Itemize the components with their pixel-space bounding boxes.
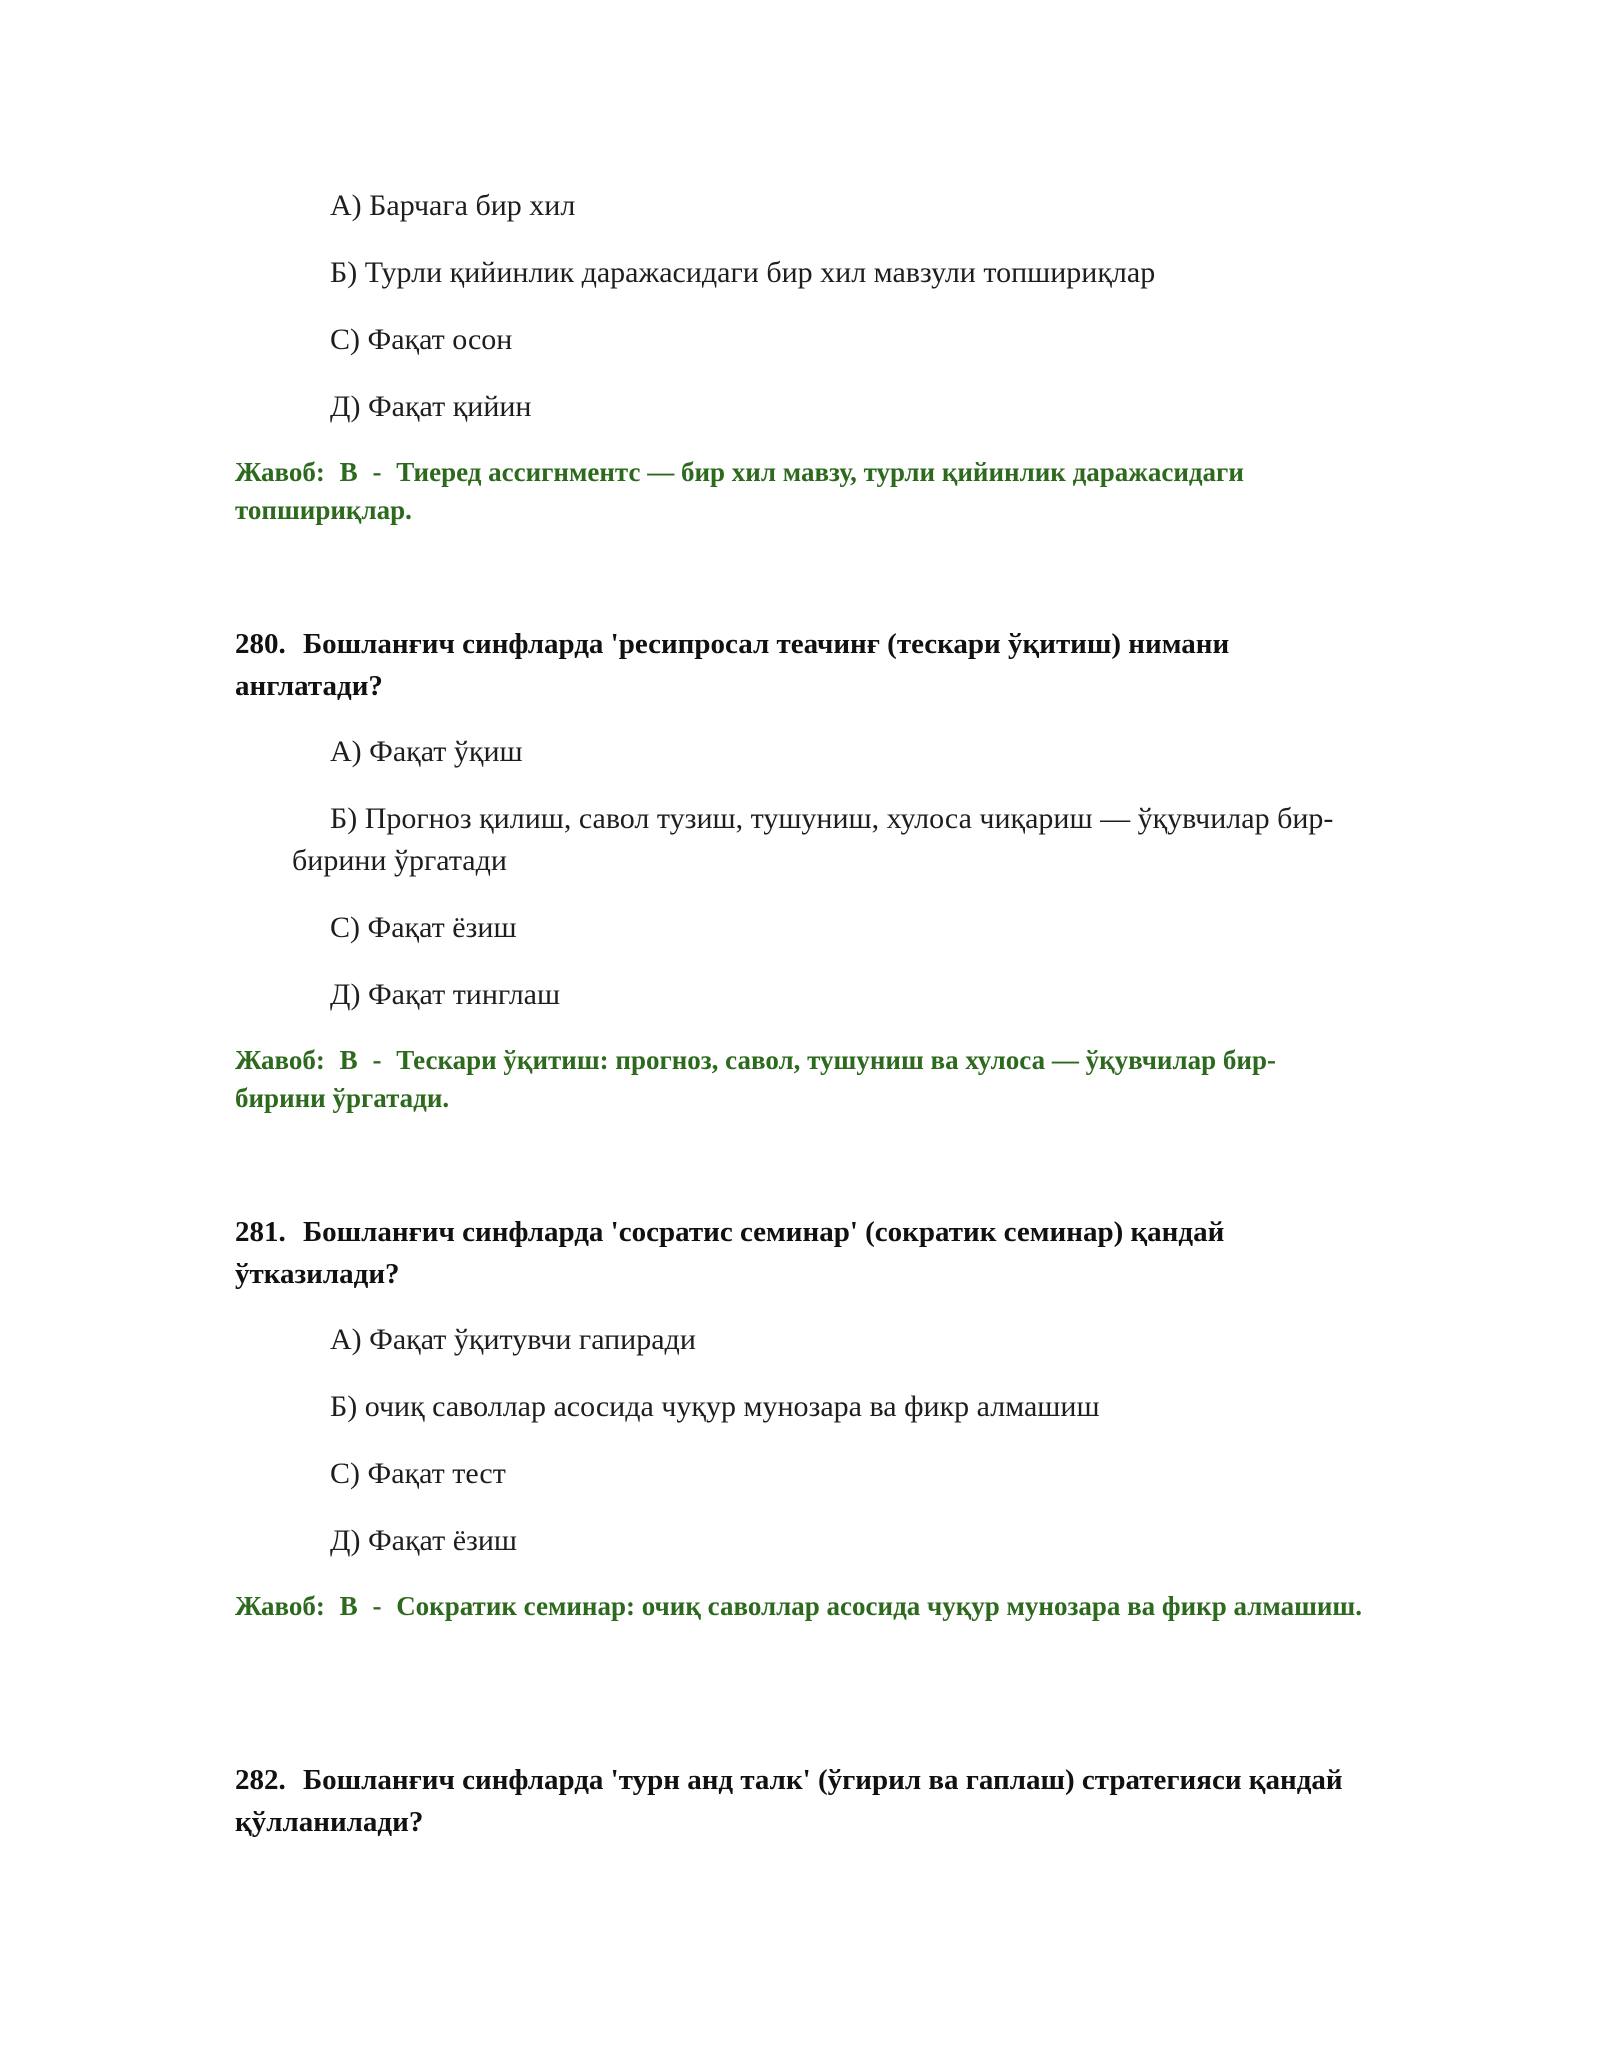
answer-279 [235, 453, 1365, 529]
option-279-b: Б) Турли қийинлик даражасидаги бир хил мавзули топшириқлар [330, 256, 1156, 289]
answer-separator: - [372, 457, 382, 487]
answer-separator: - [372, 1591, 382, 1621]
question-282 [235, 1759, 1365, 1843]
question-text: Бошланғич синфларда 'турн анд талк' (ўгирил ва гаплаш) стратегияси қандай қўлланилади? [235, 1764, 1343, 1838]
option-279-d: Д) Фақат қийин [330, 390, 532, 423]
answer-label: Жавоб: [235, 1591, 325, 1621]
answer-label: Жавоб: [235, 457, 325, 487]
option-280-c: С) Фақат ёзиш [330, 911, 517, 944]
option-279-a: А) Барчага бир хил [330, 189, 576, 222]
option-280-a: А) Фақат ўқиш [330, 735, 523, 768]
option-281-a: А) Фақат ўқитувчи гапиради [330, 1323, 696, 1356]
answer-text: Тиеред ассигнментс — бир хил мавзу, турли қийинлик даражасидаги топшириқлар. [235, 457, 1244, 525]
question-280 [235, 623, 1365, 707]
answer-key: B [339, 457, 358, 487]
question-number: 282. [235, 1764, 286, 1796]
answer-281 [235, 1587, 1365, 1625]
option-280-d: Д) Фақат тинглаш [330, 978, 561, 1011]
question-text: Бошланғич синфларда 'ресипросал теачинғ (тескари ўқитиш) нимани англатади? [235, 628, 1230, 702]
answer-label: Жавоб: [235, 1045, 325, 1075]
option-281-c: С) Фақат тест [330, 1457, 506, 1490]
answer-key: B [339, 1591, 358, 1621]
answer-separator: - [372, 1045, 382, 1075]
question-281 [235, 1211, 1365, 1295]
answer-text: Тескари ўқитиш: прогноз, савол, тушуниш ва хулоса — ўқувчилар бир-бирини ўргатади. [235, 1045, 1276, 1113]
answer-key: B [339, 1045, 358, 1075]
answer-text: Сократик семинар: очиқ саволлар асосида чуқур мунозара ва фикр алмашиш. [396, 1591, 1362, 1621]
question-number: 280. [235, 628, 286, 660]
question-text: Бошланғич синфларда 'сосратис семинар' (сократик семинар) қандай ўтказилади? [235, 1216, 1225, 1290]
option-281-d: Д) Фақат ёзиш [330, 1524, 518, 1557]
option-279-c: С) Фақат осон [330, 323, 513, 356]
option-281-b: Б) очиқ саволлар асосида чуқур мунозара ва фикр алмашиш [330, 1390, 1100, 1423]
answer-280 [235, 1041, 1365, 1117]
option-280-b: Б) Прогноз қилиш, савол тузиш, тушуниш, хулоса чиқариш — ўқувчилар бир-бирини ўргатади [292, 802, 1334, 877]
question-number: 281. [235, 1216, 286, 1248]
